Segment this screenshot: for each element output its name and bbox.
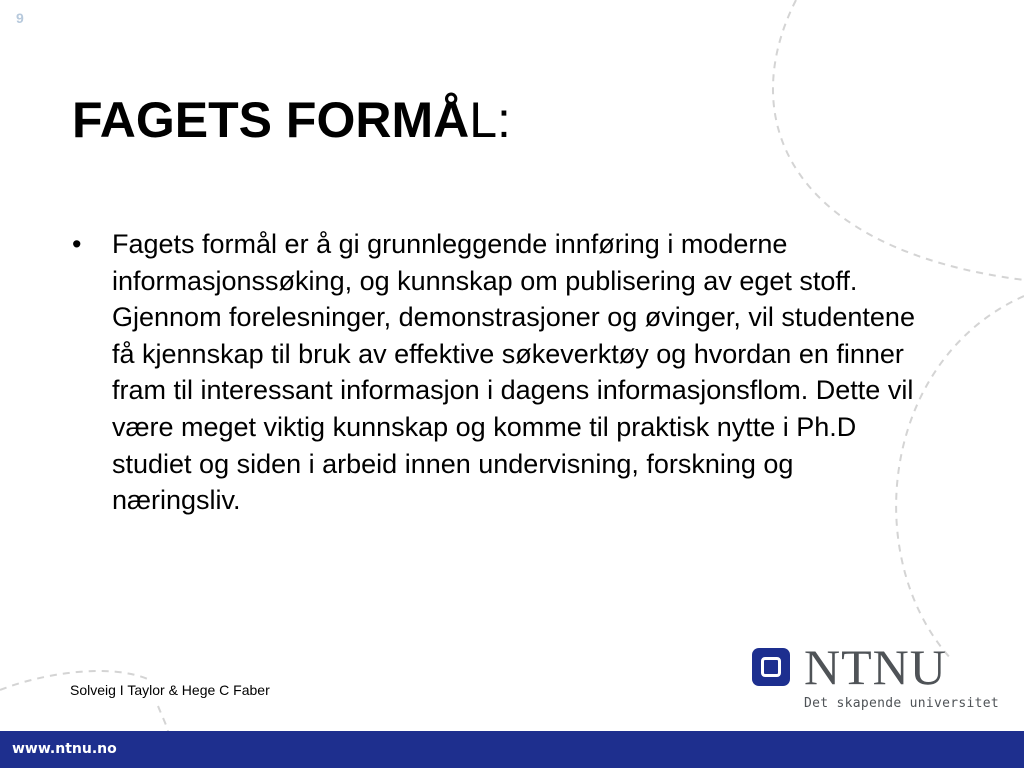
bullet-text: Fagets formål er å gi grunnleggende innføring i moderne informasjonssøking, og kunnskap om publisering av eget stoff. Gjennom forelesninger, demonstrasjoner og øvinger, vil studentene få kjennskap til bruk av effektive søkeverktøy og hvordan en finner fram til interessant informasjon i dagens informasjonsflom. Dette vil være meget viktig kunnskap og komme til praktisk nytte i Ph.D studiet og siden i arbeid innen undervisning, forskning og næringsliv. (112, 229, 915, 516)
footer-bar (0, 731, 1024, 768)
ntnu-square-logo-icon (752, 648, 790, 686)
ntnu-logo (752, 639, 1002, 716)
bullet-symbol: • (72, 229, 82, 259)
slide-number: 9 (16, 10, 24, 26)
author-credit: Solveig I Taylor & Hege C Faber (70, 682, 270, 698)
slide-title-bold: FAGETS FORMÅ (72, 92, 470, 148)
bullet-item (72, 226, 922, 519)
logo-tagline: Det skapende universitet (804, 696, 1000, 711)
slide-title-regular: L: (469, 92, 511, 148)
slide-title (72, 92, 511, 150)
logo-name: NTNU (804, 639, 947, 695)
footer-url: www.ntnu.no (12, 741, 117, 757)
